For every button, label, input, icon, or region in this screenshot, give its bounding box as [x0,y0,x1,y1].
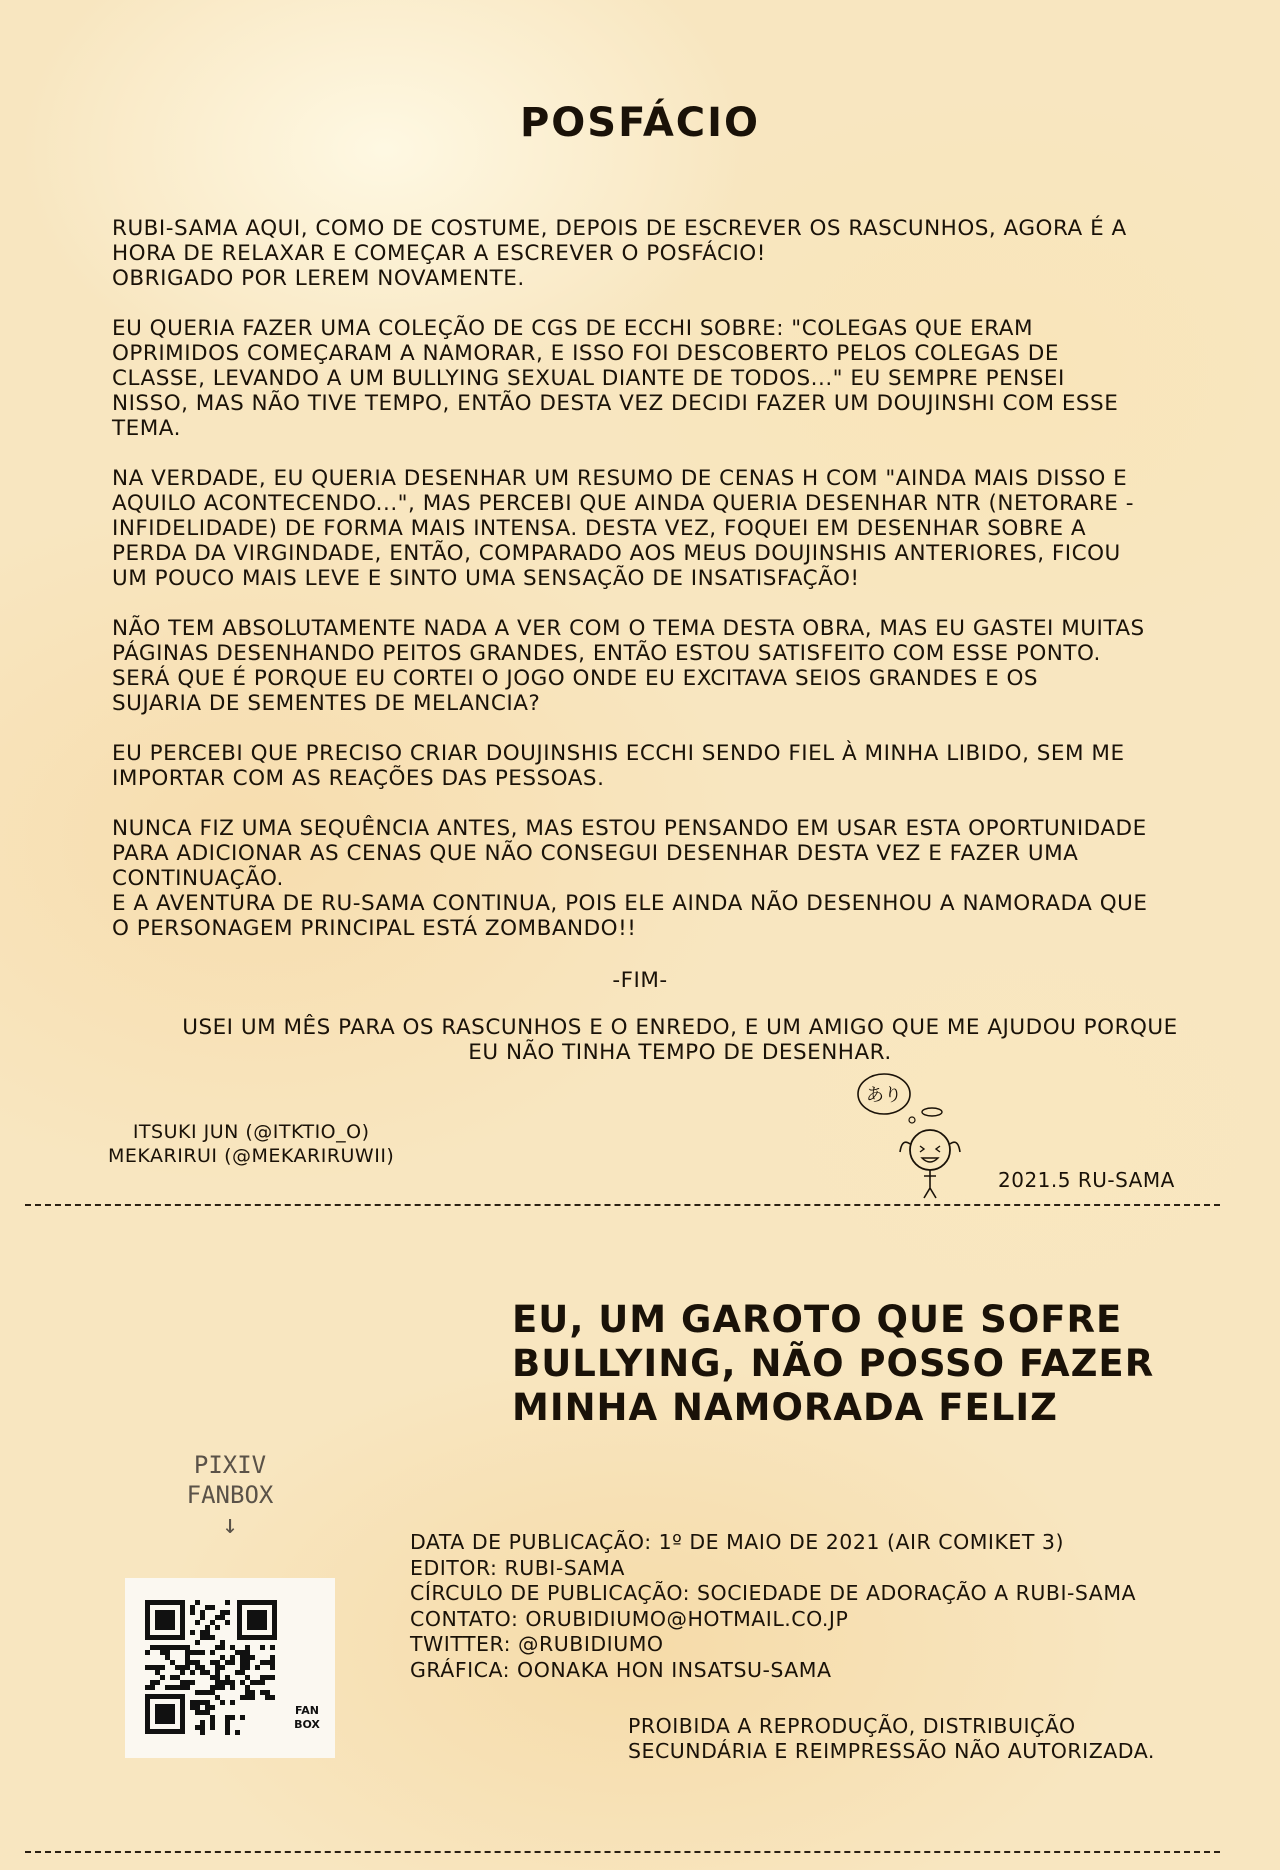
qr-module [225,1600,230,1605]
qr-module [260,1645,265,1650]
twitter-handle[interactable]: TWITTER: @RUBIDIUMO [410,1632,664,1656]
qr-module [205,1690,210,1695]
qr-module [205,1625,210,1630]
text-line: NÃO TEM ABSOLUTAMENTE NADA A VER COM O TEMA DESTA OBRA, MAS EU GASTEI MUITAS [112,616,1145,641]
qr-module [185,1685,190,1690]
text-line: NISSO, MAS NÃO TIVE TEMPO, ENTÃO DESTA VEZ DECIDI FAZER UM DOUJINSHI COM ESSE [112,391,1119,416]
qr-module [270,1660,275,1665]
qr-module [195,1660,200,1665]
title-line: BULLYING, NÃO POSSO FAZER [512,1342,1155,1385]
qr-module [250,1680,255,1685]
qr-module [225,1725,230,1730]
qr-module [215,1645,220,1650]
qr-module [185,1650,190,1655]
qr-module [225,1620,230,1625]
qr-finder-bottom-left [145,1694,185,1734]
doodle-bubble-text: あり [866,1085,902,1106]
qr-module [155,1680,160,1685]
divider-top [25,1204,1220,1206]
qr-module [145,1650,150,1655]
qr-module [265,1675,270,1680]
qr-module [265,1690,270,1695]
qr-code-card[interactable] [125,1578,335,1758]
qr-module [165,1655,170,1660]
qr-module [205,1635,210,1640]
qr-module [260,1660,265,1665]
qr-module [250,1655,255,1660]
qr-module [155,1665,160,1670]
pixiv-fanbox-label [160,1450,300,1540]
qr-module [240,1670,245,1675]
text-line: CLASSE, LEVANDO A UM BULLYING SEXUAL DIANTE DE TODOS..." EU SEMPRE PENSEI [112,366,1065,391]
qr-module [220,1655,225,1660]
qr-module [245,1695,250,1700]
text-line: SECUNDÁRIA E REIMPRESSÃO NÃO AUTORIZADA. [628,1739,1155,1763]
qr-module [240,1695,245,1700]
qr-module [200,1610,205,1615]
publication-info [410,1530,1136,1683]
qr-module [160,1650,165,1655]
qr-module [145,1665,150,1670]
qr-module [230,1655,235,1660]
qr-module [225,1720,230,1725]
text-line: PARA ADICIONAR AS CENAS QUE NÃO CONSEGUI DESENHAR DESTA VEZ E FAZER UMA [112,841,1079,866]
qr-module [205,1710,210,1715]
qr-module [240,1715,245,1720]
qr-module [185,1660,190,1665]
qr-module [215,1660,220,1665]
qr-module [240,1660,245,1665]
text-line: AQUILO ACONTECENDO...", MAS PERCEBI QUE AINDA QUERIA DESENHAR NTR (NETORARE - [112,491,1134,516]
qr-module [190,1680,195,1685]
qr-module [200,1690,205,1695]
qr-module [215,1675,220,1680]
text-line: RUBI-SAMA AQUI, COMO DE COSTUME, DEPOIS DE ESCREVER OS RASCUNHOS, AGORA É A [112,216,1127,241]
qr-module [170,1660,175,1665]
text-line: EU QUERIA FAZER UMA COLEÇÃO DE CGS DE ECCHI SOBRE: "COLEGAS QUE ERAM [112,316,1034,341]
qr-module [190,1610,195,1615]
qr-module [250,1690,255,1695]
text-line: NUNCA FIZ UMA SEQUÊNCIA ANTES, MAS ESTOU PENSANDO EM USAR ESTA OPORTUNIDADE [112,816,1147,841]
qr-module [245,1675,250,1680]
qr-module [200,1665,205,1670]
text-line: EU PERCEBI QUE PRECISO CRIAR DOUJINSHIS ECCHI SENDO FIEL À MINHA LIBIDO, SEM ME [112,741,1125,766]
qr-module [200,1670,205,1675]
text-line: SERÁ QUE É PORQUE EU CORTEI O JOGO ONDE EU EXCITAVA SEIOS GRANDES E OS [112,666,1039,691]
text-line: IMPORTAR COM AS REAÇÕES DAS PESSOAS. [112,766,605,791]
qr-module [245,1690,250,1695]
qr-module [165,1645,170,1650]
credits [108,1120,394,1168]
qr-module [210,1685,215,1690]
qr-module [270,1695,275,1700]
qr-module [200,1725,205,1730]
qr-module [210,1690,215,1695]
qr-module [195,1725,200,1730]
qr-module [215,1665,220,1670]
qr-module [210,1720,215,1725]
qr-module [160,1665,165,1670]
qr-module [215,1615,220,1620]
qr-badge-box: BOX [294,1718,320,1731]
text-line: PÁGINAS DESENHANDO PEITOS GRANDES, ENTÃO ESTOU SATISFEITO COM ESSE PONTO. [112,641,1101,666]
qr-module [150,1665,155,1670]
qr-module [225,1715,230,1720]
legal-notice [628,1714,1155,1764]
qr-module [200,1650,205,1655]
text-line: TEMA. [112,416,181,441]
qr-module [225,1680,230,1685]
afterword-body [112,216,1232,966]
qr-module [180,1680,185,1685]
qr-module [185,1665,190,1670]
qr-module [230,1680,235,1685]
qr-module [220,1700,225,1705]
qr-module [270,1655,275,1660]
qr-module [260,1690,265,1695]
qr-module [190,1605,195,1610]
qr-module [230,1700,235,1705]
publishing-circle: CÍRCULO DE PUBLICAÇÃO: SOCIEDADE DE ADORAÇÃO A RUBI-SAMA [410,1581,1137,1605]
qr-module [185,1645,190,1650]
qr-module [170,1645,175,1650]
qr-module [195,1640,200,1645]
qr-module [170,1685,175,1690]
qr-module [265,1695,270,1700]
qr-module [245,1685,250,1690]
qr-module [155,1645,160,1650]
qr-module [200,1710,205,1715]
qr-module [200,1635,205,1640]
qr-module [205,1630,210,1635]
qr-module [245,1660,250,1665]
qr-module [210,1635,215,1640]
qr-module [210,1620,215,1625]
qr-module [210,1650,215,1655]
qr-module [210,1715,215,1720]
qr-module [180,1670,185,1675]
qr-module [190,1650,195,1655]
qr-module [185,1655,190,1660]
contact-email[interactable]: CONTATO: ORUBIDIUMO@HOTMAIL.CO.JP [410,1606,849,1631]
qr-module [150,1680,155,1685]
qr-module [210,1660,215,1665]
qr-badge-fan: FAN [295,1704,319,1717]
page-title: POSFÁCIO [519,100,761,146]
qr-module [175,1645,180,1650]
credit-itsuki-jun: ITSUKI JUN (@ITKTIO_O) [132,1121,370,1143]
end-mark: -FIM- [612,968,668,993]
text-line: NA VERDADE, EU QUERIA DESENHAR UM RESUMO DE CENAS H COM "AINDA MAIS DISSO E [112,466,1128,491]
qr-module [255,1680,260,1685]
qr-module [205,1605,210,1610]
qr-module [220,1680,225,1685]
paragraph-6 [112,816,1232,941]
qr-module [170,1675,175,1680]
paragraph-3 [112,466,1232,591]
text-line: UM POUCO MAIS LEVE E SINTO UMA SENSAÇÃO DE INSATISFAÇÃO! [112,566,860,591]
qr-finder-top-right [237,1600,277,1640]
paragraph-2 [112,316,1232,441]
qr-module [180,1685,185,1690]
qr-module [240,1680,245,1685]
qr-module [210,1705,215,1710]
qr-module [150,1685,155,1690]
qr-module [165,1685,170,1690]
qr-module [195,1620,200,1625]
qr-module [200,1720,205,1725]
divider-bottom [25,1851,1220,1853]
qr-code-icon[interactable] [125,1578,335,1758]
qr-module [165,1650,170,1655]
qr-module [225,1660,230,1665]
qr-module [195,1665,200,1670]
text-line: OBRIGADO POR LEREM NOVAMENTE. [112,266,525,291]
qr-module [245,1655,250,1660]
qr-module [235,1650,240,1655]
qr-module [260,1680,265,1685]
qr-module [185,1680,190,1685]
arrow-down-icon: ↓ [222,1510,238,1540]
qr-module [205,1700,210,1705]
qr-module [215,1670,220,1675]
qr-module [220,1685,225,1690]
qr-module [205,1705,210,1710]
text-line: EU NÃO TINHA TEMPO DE DESENHAR. [468,1040,892,1065]
qr-module [215,1680,220,1685]
text-line: SUJARIA DE SEMENTES DE MELANCIA? [112,691,541,716]
text-line: O PERSONAGEM PRINCIPAL ESTÁ ZOMBANDO!! [112,916,637,941]
qr-module [175,1685,180,1690]
fanbox-label: FANBOX [186,1481,274,1509]
qr-module [195,1705,200,1710]
qr-module [160,1675,165,1680]
qr-module [200,1700,205,1705]
qr-module [240,1655,245,1660]
qr-module [200,1730,205,1735]
text-line: USEI UM MÊS PARA OS RASCUNHOS E O ENREDO, E UM AMIGO QUE ME AJUDOU PORQUE [182,1015,1178,1040]
qr-module [235,1730,240,1735]
qr-module [230,1715,235,1720]
book-title [512,1298,1154,1430]
qr-module [270,1645,275,1650]
text-line: PROIBIDA A REPRODUÇÃO, DISTRIBUIÇÃO [628,1714,1076,1738]
author-doodle-icon [850,1072,990,1202]
qr-module [230,1645,235,1650]
text-line: HORA DE RELAXAR E COMEÇAR A ESCREVER O POSFÁCIO! [112,241,766,266]
qr-module [245,1650,250,1655]
qr-module [250,1695,255,1700]
qr-module [175,1675,180,1680]
text-line: INFIDELIDADE) DE FORMA MAIS INTENSA. DESTA VEZ, FOQUEI EM DESENHAR SOBRE A [112,516,1087,541]
qr-module [220,1665,225,1670]
qr-module [190,1630,195,1635]
qr-module [270,1665,275,1670]
qr-module [270,1675,275,1680]
qr-module [210,1675,215,1680]
qr-module [225,1610,230,1615]
qr-module [190,1670,195,1675]
text-line: OPRIMIDOS COMEÇARAM A NAMORAR, E ISSO FOI DESCOBERTO PELOS COLEGAS DE [112,341,1059,366]
printer: GRÁFICA: OONAKA HON INSATSU-SAMA [410,1657,832,1682]
qr-module [265,1660,270,1665]
qr-module [195,1710,200,1715]
qr-module [205,1670,210,1675]
qr-module [155,1670,160,1675]
signature: 2021.5 RU-SAMA [998,1168,1175,1192]
qr-module [230,1685,235,1690]
qr-module [200,1630,205,1635]
qr-module [195,1600,200,1605]
title-line: MINHA NAMORADA FELIZ [512,1386,1058,1429]
credit-mekarirui: MEKARIRUI (@MEKARIRUWII) [108,1145,395,1167]
qr-module [245,1665,250,1670]
qr-module [225,1675,230,1680]
qr-module [180,1645,185,1650]
paragraph-1 [112,216,1232,291]
paragraph-4 [112,616,1232,716]
text-line: PERDA DA VIRGINDADE, ENTÃO, COMPARADO AOS MEUS DOUJINSHIS ANTERIORES, FICOU [112,541,1121,566]
qr-module [195,1690,200,1695]
editor: EDITOR: RUBI-SAMA [410,1555,625,1580]
qr-module [220,1615,225,1620]
pixiv-label: PIXIV [193,1451,267,1479]
qr-module [180,1665,185,1670]
qr-module [195,1650,200,1655]
qr-finder-top-left [145,1600,185,1640]
qr-module [260,1675,265,1680]
text-line: CONTINUAÇÃO. [112,866,284,891]
qr-module [210,1725,215,1730]
qr-module [215,1685,220,1690]
qr-module [195,1700,200,1705]
qr-module [225,1730,230,1735]
publication-date: DATA DE PUBLICAÇÃO: 1º DE MAIO DE 2021 (AIR COMIKET 3) [410,1530,1064,1554]
qr-module [235,1670,240,1675]
qr-module [255,1665,260,1670]
qr-module [245,1645,250,1650]
qr-module [210,1605,215,1610]
qr-module [190,1660,195,1665]
qr-module [215,1695,220,1700]
title-line: EU, UM GAROTO QUE SOFRE [512,1298,1123,1341]
qr-module [220,1645,225,1650]
qr-module [200,1615,205,1620]
qr-module [215,1625,220,1630]
qr-module [175,1665,180,1670]
qr-module [230,1660,235,1665]
qr-module [190,1705,195,1710]
qr-module [145,1685,150,1690]
paragraph-5 [112,741,1232,791]
qr-module [220,1610,225,1615]
author-note [110,1015,1250,1065]
qr-module [220,1640,225,1645]
text-line: E A AVENTURA DE RU-SAMA CONTINUA, POIS ELE AINDA NÃO DESENHOU A NAMORADA QUE [112,891,1148,916]
qr-module [240,1665,245,1670]
qr-module [240,1650,245,1655]
qr-module [150,1645,155,1650]
qr-module [190,1700,195,1705]
qr-module [160,1645,165,1650]
